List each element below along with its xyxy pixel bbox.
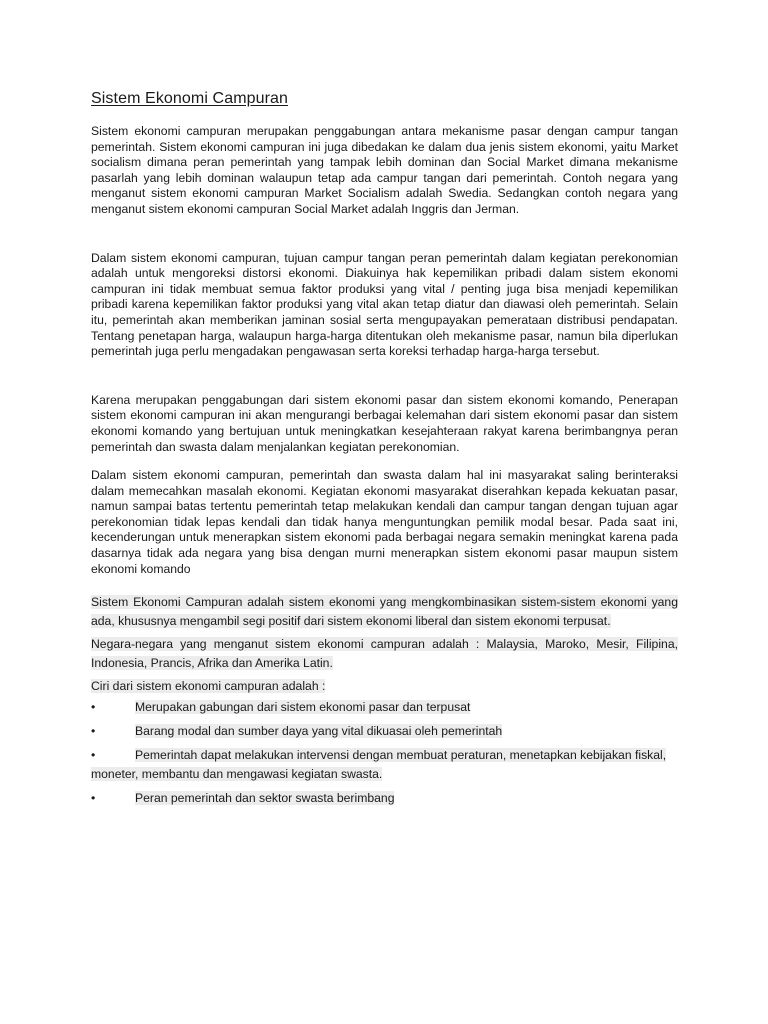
list-item-text: Merupakan gabungan dari sistem ekonomi pasar dan terpusat: [135, 700, 471, 715]
list-item: [91, 789, 678, 808]
bullet-icon: •: [91, 791, 96, 806]
paragraph-3: Karena merupakan penggabungan dari sistem ekonomi pasar dan sistem ekonomi komando, Penerapan sistem ekonomi campuran ini akan mengurangi berbagai kelemahan dari sistem ekonomi pasar dan sistem ekonomi komando yang bertujuan untuk meningkatkan kesejahteraan rakyat karena berimbangnya peran pemerintah dan swasta dalam menjalankan kegiatan perekonomian.: [91, 392, 678, 454]
highlighted-text: Negara-negara yang menganut sistem ekonomi campuran adalah : Malaysia, Maroko, Mesir, Filipina, Indonesia, Prancis, Afrika dan Amerika Latin.: [91, 637, 678, 671]
document-page: [91, 88, 678, 813]
highlighted-paragraph-characteristics: [91, 677, 678, 696]
list-item-text: Barang modal dan sumber daya yang vital dikuasai oleh pemerintah: [135, 724, 503, 739]
bullet-icon: •: [91, 724, 96, 739]
paragraph-4: Dalam sistem ekonomi campuran, pemerintah dan swasta dalam hal ini masyarakat saling berinteraksi dalam memecahkan masalah ekonomi. Kegiatan ekonomi masyarakat diserahkan kepada kekuatan pasar, namun sampai batas tertentu pemerintah tetap melakukan kendali dan campur tangan dengan tujuan agar perekonomian tidak lepas kendali dan tidak hanya menguntungkan pemilik modal besar. Pada saat ini, kecenderungan untuk menerapkan sistem ekonomi pada berbagai negara semakin meningkat karena pada dasarnya tidak ada negara yang bisa dengan murni menerapkan sistem ekonomi pasar maupun sistem ekonomi komando: [91, 468, 678, 576]
list-item: [91, 746, 678, 784]
list-item: [91, 698, 678, 717]
bullet-icon: •: [91, 700, 96, 715]
list-item: [91, 722, 678, 741]
paragraph-2: Dalam sistem ekonomi campuran, tujuan campur tangan peran pemerintah dalam kegiatan perekonomian adalah untuk mengoreksi distorsi ekonomi. Diakuinya hak kepemilikan pribadi dalam sistem ekonomi campuran ini tidak membuat semua faktor produksi yang vital / penting juga bisa menjadi kepemilikan pribadi karena kepemilikan faktor produksi yang vital akan tetap diatur dan diawasi oleh pemerintah. Selain itu, pemerintah akan memberikan jaminan sosial serta mengupayakan pemerataan distribusi pendapatan. Tentang penetapan harga, walaupun harga-harga ditentukan oleh mekanisme pasar, namun bila diperlukan pemerintah juga perlu mengadakan pengawasan serta koreksi terhadap harga-harga tersebut.: [91, 250, 678, 359]
highlighted-paragraph-countries: [91, 635, 678, 673]
highlighted-text: Ciri dari sistem ekonomi campuran adalah :: [91, 679, 326, 694]
bullet-icon: •: [91, 748, 96, 763]
list-item-text: Peran pemerintah dan sektor swasta berimbang: [135, 791, 395, 806]
list-item-text: Pemerintah dapat melakukan intervensi dengan membuat peraturan, menetapkan kebijakan fiskal, moneter, membantu dan mengawasi kegiatan swasta.: [91, 748, 667, 782]
paragraph-1: Sistem ekonomi campuran merupakan penggabungan antara mekanisme pasar dengan campur tangan pemerintah. Sistem ekonomi campuran ini juga dibedakan ke dalam dua jenis sistem ekonomi, yaitu Market socialism dimana peran pemerintah yang tampak lebih dominan dan Social Market dimana mekanisme pasarlah yang lebih dominan walaupun tetap ada campur tangan dari pemerintah. Contoh negara yang menganut sistem ekonomi campuran Market Socialism adalah Swedia. Sedangkan contoh negara yang menganut sistem ekonomi campuran Social Market adalah Inggris dan Jerman.: [91, 124, 678, 216]
characteristics-list: [91, 698, 678, 808]
highlighted-paragraph-definition: [91, 593, 678, 631]
page-title: Sistem Ekonomi Campuran: [91, 90, 289, 107]
highlighted-text: Sistem Ekonomi Campuran adalah sistem ekonomi yang mengkombinasikan sistem-sistem ekonomi yang ada, khususnya mengambil segi positif dari sistem ekonomi liberal dan sistem ekonomi terpusat.: [91, 595, 678, 629]
